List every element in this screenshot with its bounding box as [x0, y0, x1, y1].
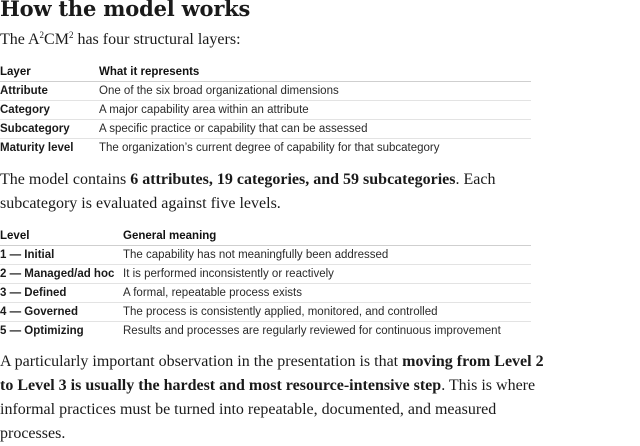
- layer-description: One of the six broad organizational dimensions: [99, 82, 531, 101]
- counts-text-post: . Each subcategory is evaluated against five levels.: [0, 171, 496, 212]
- table-row: [0, 120, 531, 139]
- table-row: [0, 322, 531, 341]
- layer-description: A major capability area within an attribute: [99, 101, 531, 120]
- layers-table: [0, 63, 531, 157]
- layer-name: Maturity level: [0, 142, 74, 154]
- intro-sup-1: 2: [39, 30, 45, 40]
- observation-text-post: . This is where informal practices must be turned into repeatable, documented, and measured processes.: [0, 377, 536, 442]
- column-header: Layer: [0, 63, 99, 82]
- level-meaning: It is performed inconsistently or reactively: [123, 265, 531, 284]
- intro-paragraph: [0, 28, 560, 52]
- column-header: General meaning: [123, 227, 531, 246]
- table-header-row: [0, 227, 531, 246]
- layer-description: The organization’s current degree of capability for that subcategory: [99, 142, 440, 154]
- table-row: [0, 139, 531, 158]
- counts-text-pre: The model contains: [0, 171, 131, 188]
- intro-sup-2: 2: [68, 30, 74, 40]
- level-meaning: Results and processes are regularly reviewed for continuous improvement: [123, 325, 501, 337]
- level-meaning: A formal, repeatable process exists: [123, 284, 531, 303]
- section-heading: How the model works: [0, 0, 251, 21]
- layer-name: Category: [0, 101, 99, 120]
- table-row: [0, 246, 531, 265]
- table-row: [0, 82, 531, 101]
- level-name: 5 — Optimizing: [0, 325, 84, 337]
- level-name: 3 — Defined: [0, 284, 123, 303]
- level-meaning: The process is consistently applied, monitored, and controlled: [123, 303, 531, 322]
- intro-text-post: has four structural layers:: [73, 31, 241, 48]
- intro-text-pre: The A: [0, 31, 40, 48]
- table-header-row: [0, 63, 531, 82]
- level-name: 4 — Governed: [0, 303, 123, 322]
- levels-table: [0, 227, 531, 340]
- counts-text-bold: 6 attributes, 19 categories, and 59 subcategories: [130, 171, 456, 188]
- column-header: What it represents: [99, 63, 531, 82]
- observation-text-pre: A particularly important observation in the presentation is that: [0, 353, 403, 370]
- level-meaning: The capability has not meaningfully been addressed: [123, 246, 531, 265]
- level-name: 1 — Initial: [0, 246, 123, 265]
- layer-name: Attribute: [0, 82, 99, 101]
- layer-name: Subcategory: [0, 120, 99, 139]
- layer-description: A specific practice or capability that can be assessed: [99, 120, 531, 139]
- level-name: 2 — Managed/ad hoc: [0, 265, 123, 284]
- column-header: Level: [0, 227, 123, 246]
- table-row: [0, 101, 531, 120]
- observation-text-bold: moving from Level 2 to Level 3 is usually the hardest and most resource-intensive step: [0, 353, 544, 394]
- intro-text-mid: CM: [44, 31, 69, 48]
- table-row: [0, 265, 531, 284]
- table-row: [0, 284, 531, 303]
- observation-paragraph: [0, 350, 560, 446]
- table-row: [0, 303, 531, 322]
- counts-paragraph: [0, 168, 560, 216]
